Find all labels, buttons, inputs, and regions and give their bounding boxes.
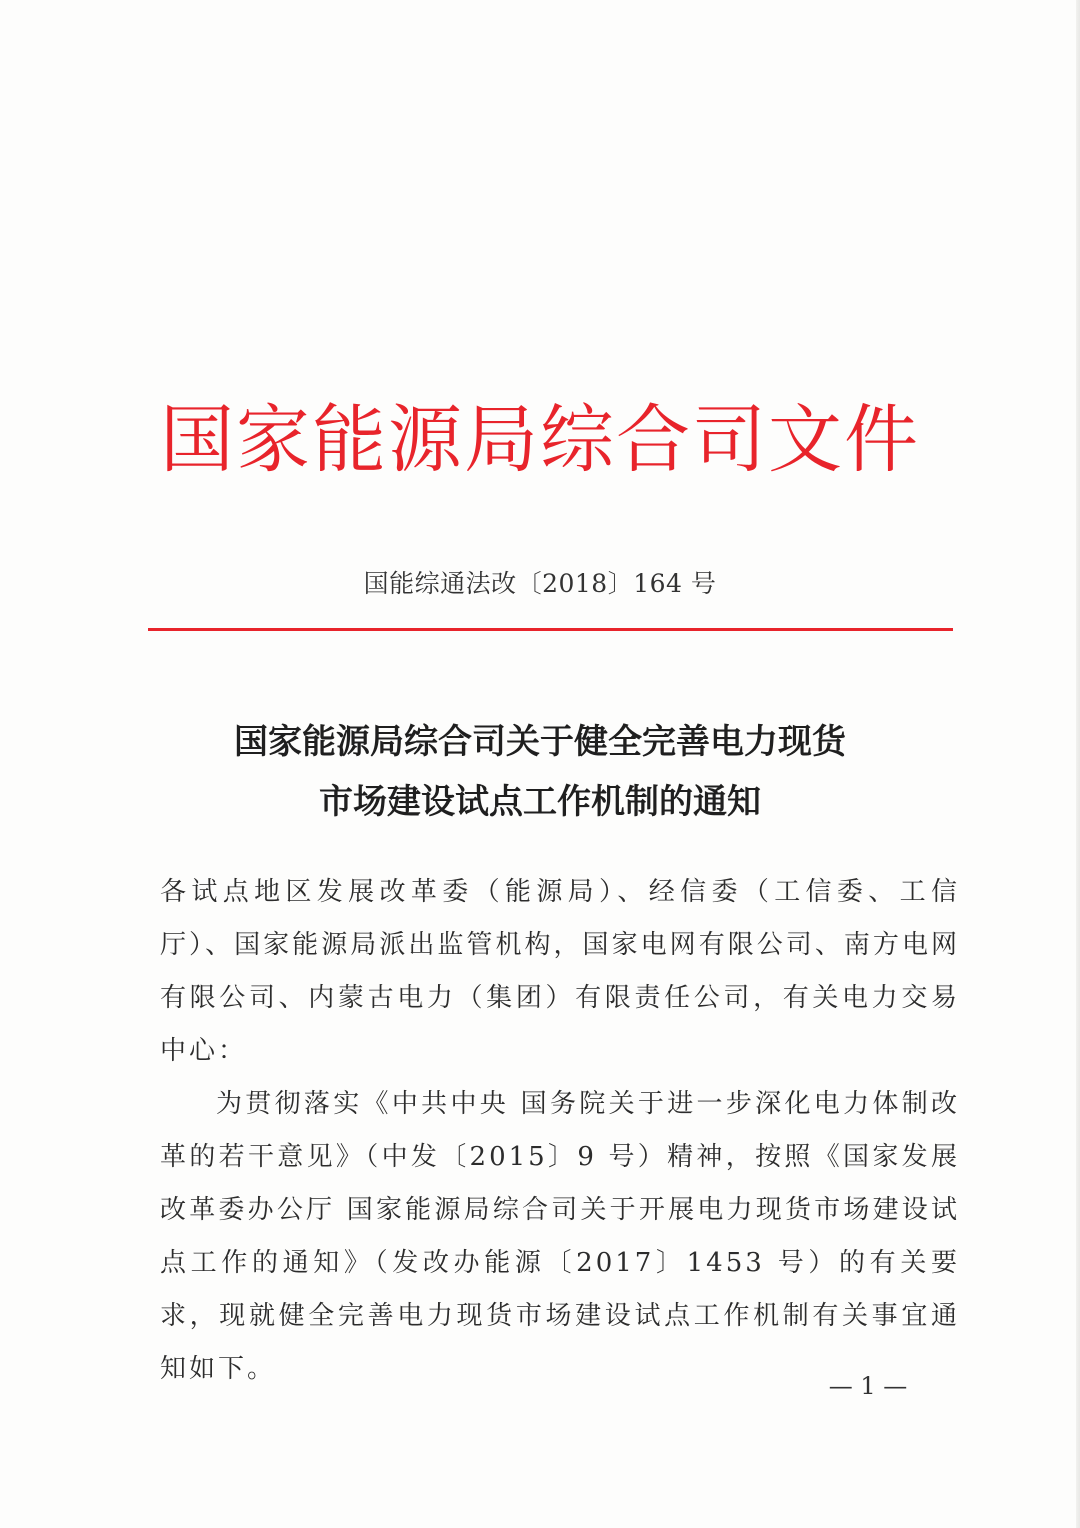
notice-title-line-2: 市场建设试点工作机制的通知	[319, 782, 761, 822]
issuer-header-title: 国家能源局综合司文件	[160, 397, 920, 483]
red-divider-line	[148, 628, 953, 631]
recipients-paragraph: 各试点地区发展改革委（能源局）、经信委（工信委、工信厅）、国家能源局派出监管机构，国家电网有限公司、南方电网有限公司、内蒙古电力（集团）有限责任公司，有关电力交易中心：	[160, 877, 960, 1066]
page-number: — 1 —	[828, 1372, 908, 1400]
notice-body	[160, 866, 960, 1396]
scan-edge-shadow	[1076, 0, 1080, 1528]
document-number: 国能综通法改〔2018〕164 号	[363, 569, 717, 598]
body-paragraph-1: 为贯彻落实《中共中央 国务院关于进一步深化电力体制改革的若干意见》（中发〔2015〕9 号）精神，按照《国家发展改革委办公厅 国家能源局综合司关于开展电力现货市场建设试点工作的通知》（发改办能源〔2017〕1453 号）的有关要求，现就健全完善电力现货市场建设试点工作机制有关事宜通知如下。	[160, 1089, 960, 1384]
notice-title-line-1: 国家能源局综合司关于健全完善电力现货	[234, 722, 846, 762]
notice-title	[0, 712, 1080, 832]
